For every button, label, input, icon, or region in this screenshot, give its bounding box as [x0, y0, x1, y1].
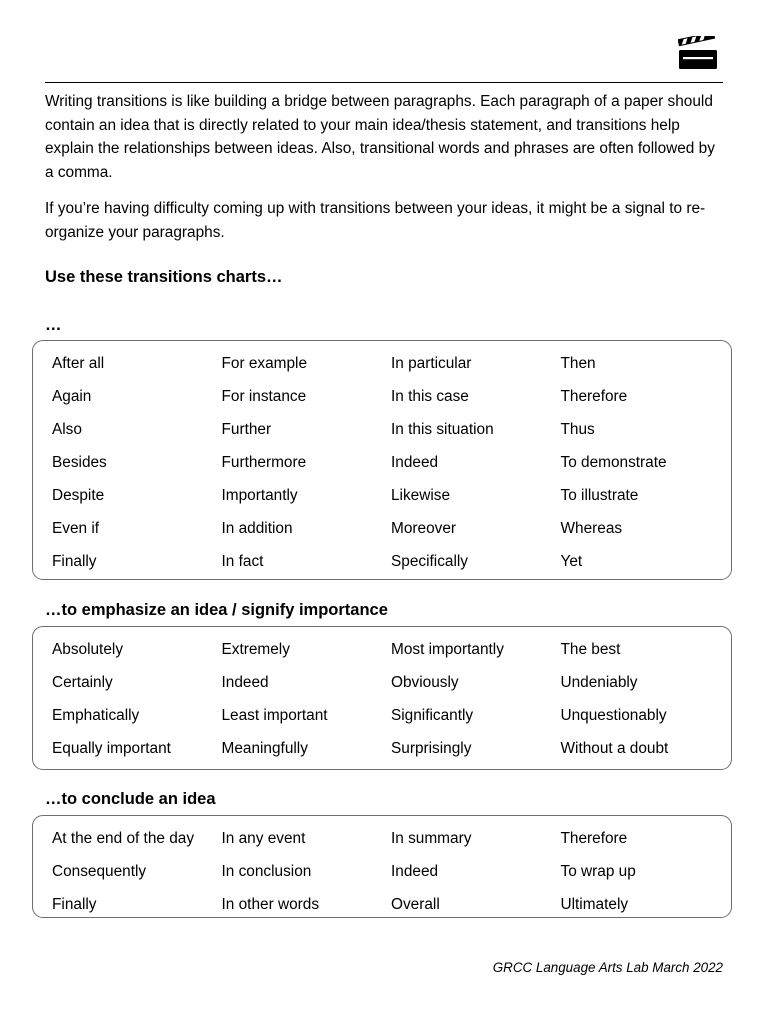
transition-word: Equally important — [52, 739, 171, 757]
transitions-grid — [52, 633, 730, 765]
transition-word: In any event — [221, 829, 306, 847]
transitions-table-conclude — [32, 815, 732, 918]
transition-word: Extremely — [221, 640, 290, 658]
transition-word: Furthermore — [221, 453, 307, 471]
transition-word: Whereas — [560, 520, 623, 538]
intro-paragraph-2: If you’re having difficulty coming up with transitions between your ideas, it might be a signal to re-organize your paragraphs. — [45, 200, 706, 241]
transition-word: Thus — [560, 420, 595, 438]
transition-word: The best — [560, 640, 621, 658]
intro-paragraph-1: Writing transitions is like building a bridge between paragraphs. Each paragraph of a paper should contain an idea that is directly related to your main idea/thesis statement, and transitions help explain the relationships between ideas. Also, transitional words and phrases are often followed by a comma. — [45, 93, 715, 182]
transition-word: In summary — [391, 829, 472, 847]
transition-word: Unquestionably — [560, 706, 667, 724]
transition-word: Therefore — [560, 829, 628, 847]
transition-word: For example — [221, 354, 308, 372]
transition-word: Ultimately — [560, 895, 629, 913]
transition-word: Undeniably — [560, 673, 638, 691]
transition-word: Certainly — [52, 673, 113, 691]
transition-word: Significantly — [391, 706, 474, 724]
transition-word: Despite — [52, 486, 105, 504]
transition-word: Without a doubt — [560, 739, 669, 757]
transition-word: Consequently — [52, 862, 147, 880]
transition-word: In fact — [221, 553, 264, 571]
charts-heading: Use these transitions charts… — [45, 268, 283, 286]
transition-word: Meaningfully — [221, 739, 308, 757]
transition-word: Moreover — [391, 520, 457, 538]
transition-word: Importantly — [221, 486, 298, 504]
transition-word: Overall — [391, 895, 440, 913]
transition-word: Finally — [52, 895, 97, 913]
transition-word: Obviously — [391, 673, 459, 691]
transition-word: Then — [560, 354, 596, 372]
transition-word: Emphatically — [52, 706, 140, 724]
transition-word: To wrap up — [560, 862, 636, 880]
transition-word: Indeed — [221, 673, 269, 691]
transition-word: For instance — [221, 387, 307, 405]
transition-word: Yet — [560, 553, 583, 571]
transitions-table-emphasize — [32, 626, 732, 770]
section-heading-general: … — [45, 316, 62, 334]
transition-word: In this situation — [391, 420, 494, 438]
transition-word: Besides — [52, 453, 107, 471]
transitions-grid — [52, 822, 730, 921]
transitions-grid — [52, 347, 730, 579]
transition-word: Likewise — [391, 486, 451, 504]
transition-word: At the end of the day — [52, 829, 195, 847]
transition-word: Least important — [221, 706, 328, 724]
transition-word: Finally — [52, 553, 97, 571]
transition-word: Indeed — [391, 862, 439, 880]
transition-word: In conclusion — [221, 862, 312, 880]
transition-word: Most importantly — [391, 640, 504, 658]
transition-word: In particular — [391, 354, 472, 372]
transition-word: In other words — [221, 895, 320, 913]
clapperboard-icon — [678, 36, 718, 70]
transition-word: Again — [52, 387, 92, 405]
transition-word: Indeed — [391, 453, 439, 471]
transition-word: After all — [52, 354, 105, 372]
section-heading-conclude: …to conclude an idea — [45, 790, 216, 808]
transition-word: Absolutely — [52, 640, 124, 658]
section-heading-emphasize: …to emphasize an idea / signify importance — [45, 601, 388, 619]
transition-word: To illustrate — [560, 486, 639, 504]
footer-credit: GRCC Language Arts Lab March 2022 — [492, 960, 723, 975]
transition-word: In addition — [221, 520, 293, 538]
transition-word: Surprisingly — [391, 739, 472, 757]
transitions-table-general — [32, 340, 732, 580]
header-rule — [45, 82, 723, 83]
transition-word: To demonstrate — [560, 453, 667, 471]
transition-word: Specifically — [391, 553, 468, 571]
transition-word: Therefore — [560, 387, 628, 405]
transition-word: Further — [221, 420, 272, 438]
transition-word: Also — [52, 420, 82, 438]
transition-word: In this case — [391, 387, 469, 405]
transition-word: Even if — [52, 520, 100, 538]
